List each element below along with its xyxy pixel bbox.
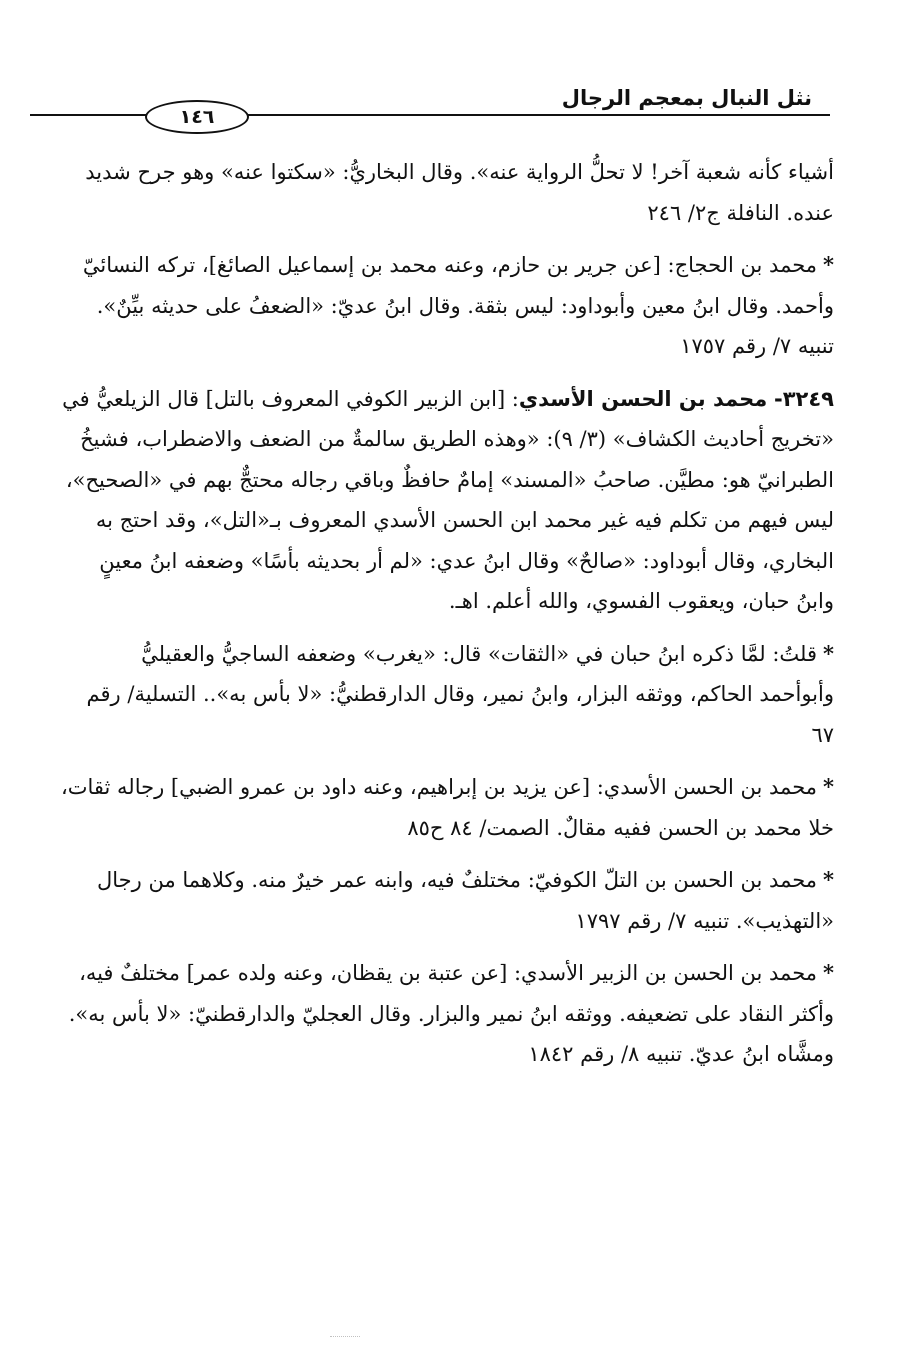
page-header <box>30 74 830 126</box>
entry-name: محمد بن الحسن الأسدي <box>518 386 768 411</box>
scan-speck <box>330 1336 360 1343</box>
paragraph-text: محمد بن الحسن بن التلّ الكوفيّ: مختلفٌ فيه، وابنه عمر خيرٌ منه. وكلاهما من رجال «التهذيب». تنبيه ٧/ رقم ١٧٩٧ <box>97 868 834 933</box>
book-title: نثل النبال بمعجم الرجال <box>561 86 812 110</box>
entry-paragraph <box>60 379 834 622</box>
paragraph-text: قلتُ: لمَّا ذكره ابنُ حبان في «الثقات» قال: «يغرب» وضعفه الساجيُّ والعقيليُّ وأبوأحمد الحاكم، ووثقه البزار، وابنُ نمير، وقال الدارقطنيُّ: «لا بأس به».. التسلية/ رقم ٦٧ <box>86 641 834 747</box>
paragraph <box>60 767 834 848</box>
asterisk-marker: * <box>823 867 834 892</box>
paragraph <box>60 953 834 1075</box>
page-body <box>60 152 834 1087</box>
paragraph-text: محمد بن الحجاج: [عن جرير بن حازم، وعنه محمد بن إسماعيل الصائغ]، تركه النسائيّ وأحمد. وقال ابنُ معين وأبوداود: ليس بثقة. وقال ابنُ عديّ: «الضعفُ على حديثه بيِّنٌ». تنبيه ٧/ رقم ١٧٥٧ <box>82 253 834 358</box>
asterisk-marker: * <box>823 252 834 277</box>
paragraph-text: أشياء كأنه شعبة آخر! لا تحلُّ الرواية عنه». وقال البخاريُّ: «سكتوا عنه» وهو جرح شديد عنده. النافلة ج٢/ ٢٤٦ <box>85 160 834 225</box>
paragraph-text: محمد بن الحسن الأسدي: [عن يزيد بن إبراهيم، وعنه داود بن عمرو الضبي] رجاله ثقات، خلا محمد بن الحسن ففيه مقالٌ. الصمت/ ٨٤ ح٨٥ <box>60 775 834 840</box>
paragraph <box>60 860 834 941</box>
asterisk-marker: * <box>823 640 834 666</box>
page-number: ١٤٦ <box>145 100 249 134</box>
paragraph-text: محمد بن الحسن بن الزبير الأسدي: [عن عتبة بن يقظان، وعنه ولده عمر] مختلفٌ فيه، وأكثر النقاد على تضعيفه. ووثقه ابنُ نمير والبزار. وقال العجليّ والدارقطنيّ: «لا بأس به». ومشَّاه ابنُ عديّ. تنبيه ٨/ رقم ١٨٤٢ <box>68 961 834 1066</box>
paragraph <box>60 634 834 756</box>
paragraph <box>60 152 834 233</box>
asterisk-marker: * <box>823 774 834 799</box>
asterisk-marker: * <box>823 960 834 985</box>
paragraph <box>60 245 834 367</box>
entry-number: ٣٢٤٩- <box>774 386 834 411</box>
paragraph-text: : [ابن الزبير الكوفي المعروف بالتل] قال الزيلعيُّ في «تخريج أحاديث الكشاف» (٣/ ٩): «وهذه الطريق سالمةٌ من الضعف والاضطراب، فشيخُ الطبرانيّ هو: مطيَّن. صاحبُ «المسند» إمامٌ حافظٌ وباقي رجاله محتجٌّ بهم في «الصحيح»، ليس فيهم من تكلم فيه غير محمد ابن الحسن الأسدي المعروف بـ«التل»، وقد احتج به البخاري، وقال أبوداود: «صالحٌ» وقال ابنُ عدي: «لم أر بحديثه بأسًا» وضعفه ابنُ معينٍ وابنُ حبان، ويعقوب الفسوي، والله أعلم. اهـ. <box>62 386 834 613</box>
